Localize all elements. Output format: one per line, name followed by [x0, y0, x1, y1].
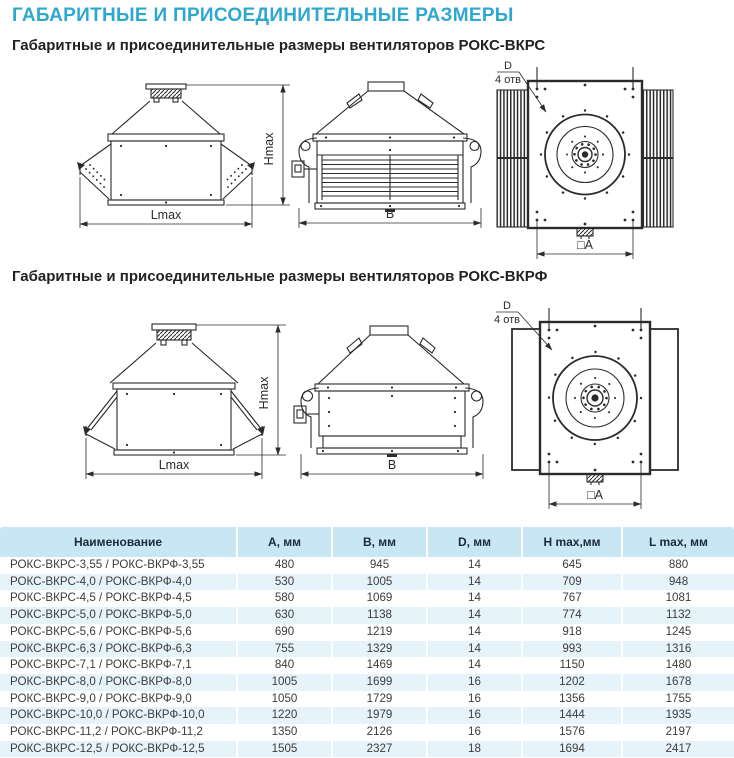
dimension-value-cell: 1202 [522, 674, 622, 691]
model-name-cell: РОКС-ВКРС-11,2 / РОКС-ВКРФ-11,2 [10, 725, 203, 739]
dimension-value-cell: 18 [427, 741, 522, 758]
dimension-value-cell: 840 [237, 657, 332, 674]
table-header [0, 527, 734, 557]
dimension-value-cell: 16 [427, 724, 522, 741]
vkrs-side-view [77, 84, 255, 205]
dimension-value-cell: 1005 [237, 674, 332, 691]
vkrf-front-view [294, 326, 483, 457]
dim-label-d-vkrf: D [503, 300, 511, 312]
col-header-hmax: Н max,мм [522, 527, 622, 557]
model-name-cell: РОКС-ВКРС-10,0 / РОКС-ВКРФ-10,0 [10, 708, 205, 722]
dimension-value-cell: 1935 [622, 707, 734, 724]
model-name-cell: РОКС-ВКРС-8,0 / РОКС-ВКРФ-8,0 [10, 674, 192, 688]
table-body [0, 557, 734, 757]
table-row [0, 607, 734, 624]
col-header-lmax: L max, мм [622, 527, 734, 557]
dimension-value-cell: 14 [427, 607, 522, 624]
dimension-value-cell: 645 [522, 557, 622, 574]
page-title: ГАБАРИТНЫЕ И ПРИСОЕДИНИТЕЛЬНЫЕ РАЗМЕРЫ [12, 5, 514, 26]
vkrf-drawings [0, 298, 734, 524]
table-row [0, 691, 734, 708]
dimension-value-cell: 630 [237, 607, 332, 624]
dim-label-b-vkrs: B [385, 207, 395, 221]
dimension-value-cell: 1245 [622, 624, 734, 641]
dimension-value-cell: 1069 [332, 590, 427, 607]
model-name-cell: РОКС-ВКРС-7,1 / РОКС-ВКРФ-7,1 [10, 658, 192, 672]
dimension-value-cell: 918 [522, 624, 622, 641]
dimension-value-cell: 1755 [622, 691, 734, 708]
table-row [0, 590, 734, 607]
vkrf-side-dimensions [86, 325, 286, 479]
vkrs-drawings [0, 58, 734, 268]
dimension-value-cell: 993 [522, 641, 622, 658]
dimension-value-cell: 1729 [332, 691, 427, 708]
dimension-value-cell: 14 [427, 557, 522, 574]
dimension-value-cell: 1979 [332, 707, 427, 724]
dimension-value-cell: 1444 [522, 707, 622, 724]
dimension-value-cell: 755 [237, 641, 332, 658]
dimensions-table [0, 527, 734, 757]
col-header-name: Наименование [0, 527, 237, 557]
dimension-value-cell: 774 [522, 607, 622, 624]
dimension-value-cell: 1576 [522, 724, 622, 741]
dimension-value-cell: 1219 [332, 624, 427, 641]
dimension-value-cell: 580 [237, 590, 332, 607]
dimension-value-cell: 1699 [332, 674, 427, 691]
dim-label-a-vkrs: □A [577, 238, 593, 252]
dimension-value-cell: 1350 [237, 724, 332, 741]
table-row [0, 741, 734, 758]
dimension-value-cell: 14 [427, 641, 522, 658]
model-name-cell: РОКС-ВКРС-5,0 / РОКС-ВКРФ-5,0 [10, 608, 192, 622]
dimension-value-cell: 1356 [522, 691, 622, 708]
dim-label-hmax-vkrs: Hmax [262, 132, 276, 166]
dimension-value-cell: 2417 [622, 741, 734, 758]
table-row [0, 641, 734, 658]
col-header-a: А, мм [237, 527, 332, 557]
dimension-value-cell: 14 [427, 590, 522, 607]
table-row [0, 707, 734, 724]
dimension-value-cell: 690 [237, 624, 332, 641]
vkrs-front-view [292, 82, 481, 212]
dim-label-a-vkrf: □A [587, 488, 603, 502]
dimension-value-cell: 1132 [622, 607, 734, 624]
dim-label-holes-vkrs: 4 отв [495, 74, 521, 86]
vkrf-side-view [83, 324, 265, 455]
table-row [0, 657, 734, 674]
model-name-cell: РОКС-ВКРС-5,6 / РОКС-ВКРФ-5,6 [10, 624, 192, 638]
dimension-value-cell: 1005 [332, 574, 427, 591]
vkrf-top-view [512, 308, 678, 485]
section-title-vkrf: Габаритные и присоединительные размеры вентиляторов РОКС-ВКРФ [12, 268, 548, 285]
table-row [0, 674, 734, 691]
dimension-value-cell: 480 [237, 557, 332, 574]
dim-label-hmax-vkrf: Hmax [257, 376, 271, 410]
dimension-value-cell: 1505 [237, 741, 332, 758]
dim-label-holes-vkrf: 4 отв [494, 314, 520, 326]
dimension-value-cell: 1480 [622, 657, 734, 674]
dimension-value-cell: 530 [237, 574, 332, 591]
dimension-value-cell: 1329 [332, 641, 427, 658]
model-name-cell: РОКС-ВКРС-3,55 / РОКС-ВКРФ-3,55 [10, 558, 205, 571]
dimension-value-cell: 709 [522, 574, 622, 591]
dimension-value-cell: 2327 [332, 741, 427, 758]
dim-label-d-vkrs: D [504, 60, 512, 72]
table-row [0, 724, 734, 741]
dimension-value-cell: 16 [427, 707, 522, 724]
table-row [0, 624, 734, 641]
model-name-cell: РОКС-ВКРС-4,5 / РОКС-ВКРФ-4,5 [10, 591, 192, 605]
dim-label-lmax-vkrs: Lmax [150, 208, 182, 222]
model-name-cell: РОКС-ВКРС-12,5 / РОКС-ВКРФ-12,5 [10, 741, 205, 755]
dimension-value-cell: 14 [427, 624, 522, 641]
dimension-value-cell: 1469 [332, 657, 427, 674]
dimension-value-cell: 1316 [622, 641, 734, 658]
dimension-value-cell: 1694 [522, 741, 622, 758]
dimension-value-cell: 1220 [237, 707, 332, 724]
table-row [0, 574, 734, 591]
model-name-cell: РОКС-ВКРС-4,0 / РОКС-ВКРФ-4,0 [10, 574, 192, 588]
dimension-value-cell: 1050 [237, 691, 332, 708]
dimension-value-cell: 948 [622, 574, 734, 591]
table-row [0, 557, 734, 574]
dimension-value-cell: 880 [622, 557, 734, 574]
dimension-value-cell: 767 [522, 590, 622, 607]
dimension-value-cell: 14 [427, 574, 522, 591]
dimension-value-cell: 14 [427, 657, 522, 674]
dim-label-lmax-vkrf: Lmax [158, 458, 190, 472]
model-name-cell: РОКС-ВКРС-6,3 / РОКС-ВКРФ-6,3 [10, 641, 192, 655]
dimension-value-cell: 16 [427, 691, 522, 708]
model-name-cell: РОКС-ВКРС-9,0 / РОКС-ВКРФ-9,0 [10, 691, 192, 705]
dim-label-b-vkrf: B [387, 458, 397, 472]
dimension-value-cell: 1138 [332, 607, 427, 624]
col-header-d: D, мм [427, 527, 522, 557]
dimension-value-cell: 1678 [622, 674, 734, 691]
dimension-value-cell: 2126 [332, 724, 427, 741]
section-title-vkrs: Габаритные и присоединительные размеры вентиляторов РОКС-ВКРС [12, 37, 546, 54]
vkrs-top-view [497, 67, 673, 239]
dimension-value-cell: 945 [332, 557, 427, 574]
dimension-value-cell: 1081 [622, 590, 734, 607]
col-header-b: В, мм [332, 527, 427, 557]
dimension-value-cell: 2197 [622, 724, 734, 741]
dimension-value-cell: 16 [427, 674, 522, 691]
dimension-value-cell: 1150 [522, 657, 622, 674]
